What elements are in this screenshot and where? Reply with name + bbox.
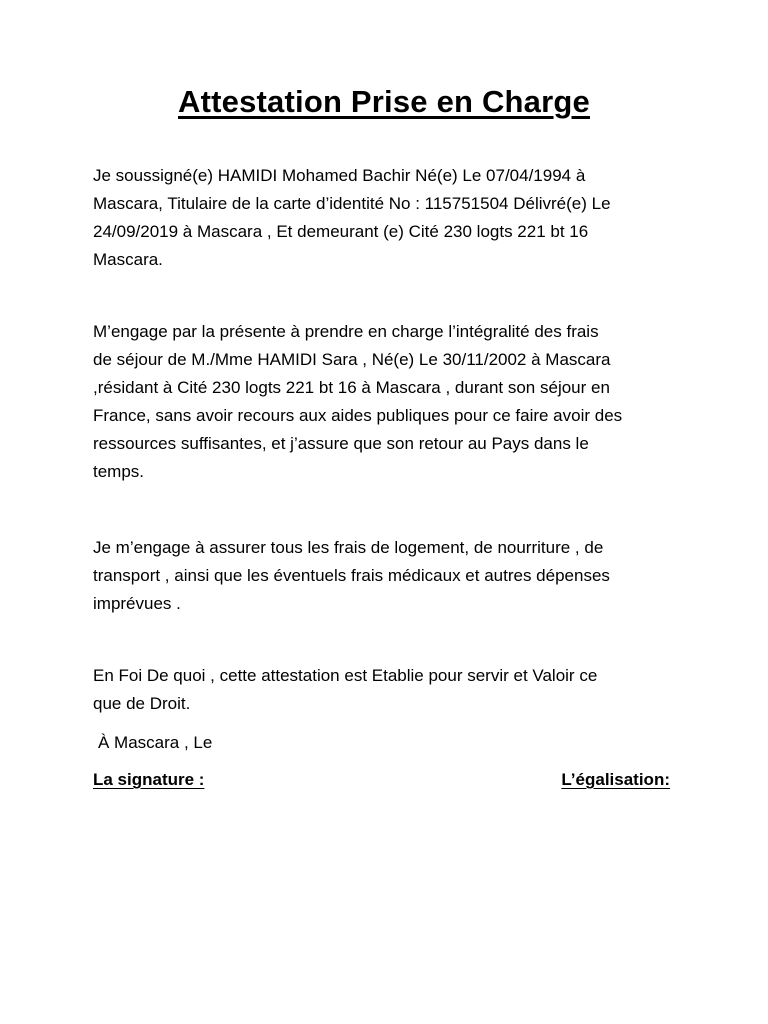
legalization-label: L’égalisation: [561,770,670,789]
paragraph-line: ,résidant à Cité 230 logts 221 bt 16 à Mascara , durant son séjour en [93,378,610,397]
signature-label: La signature : [93,770,205,789]
paragraph-commitment [93,318,683,486]
paragraph-declarant-identity [93,162,683,274]
paragraph-line: M’engage par la présente à prendre en charge l’intégralité des frais [93,322,599,341]
paragraph-line: Mascara, Titulaire de la carte d’identité No : 115751504 Délivré(e) Le [93,194,611,213]
paragraph-line: 24/09/2019 à Mascara , Et demeurant (e) Cité 230 logts 221 bt 16 [93,222,589,241]
paragraph-line: Je m’engage à assurer tous les frais de logement, de nourriture , de [93,538,604,557]
paragraph-closing [93,662,683,718]
paragraph-line: Je soussigné(e) HAMIDI Mohamed Bachir Né(e) Le 07/04/1994 à [93,166,586,185]
place-date-line: À Mascara , Le [98,733,213,752]
paragraph-line: En Foi De quoi , cette attestation est Etablie pour servir et Valoir ce [93,666,598,685]
paragraph-line: de séjour de M./Mme HAMIDI Sara , Né(e) Le 30/11/2002 à Mascara [93,350,611,369]
paragraph-line: France, sans avoir recours aux aides publiques pour ce faire avoir des [93,406,623,425]
paragraph-line: Mascara. [93,250,163,269]
paragraph-line: temps. [93,462,145,481]
document-title: Attestation Prise en Charge [178,84,590,119]
paragraph-expenses [93,534,683,618]
paragraph-line: ressources suffisantes, et j’assure que son retour au Pays dans le [93,434,589,453]
paragraph-line: imprévues . [93,594,181,613]
paragraph-line: transport , ainsi que les éventuels frais médicaux et autres dépenses [93,566,610,585]
paragraph-line: que de Droit. [93,694,191,713]
